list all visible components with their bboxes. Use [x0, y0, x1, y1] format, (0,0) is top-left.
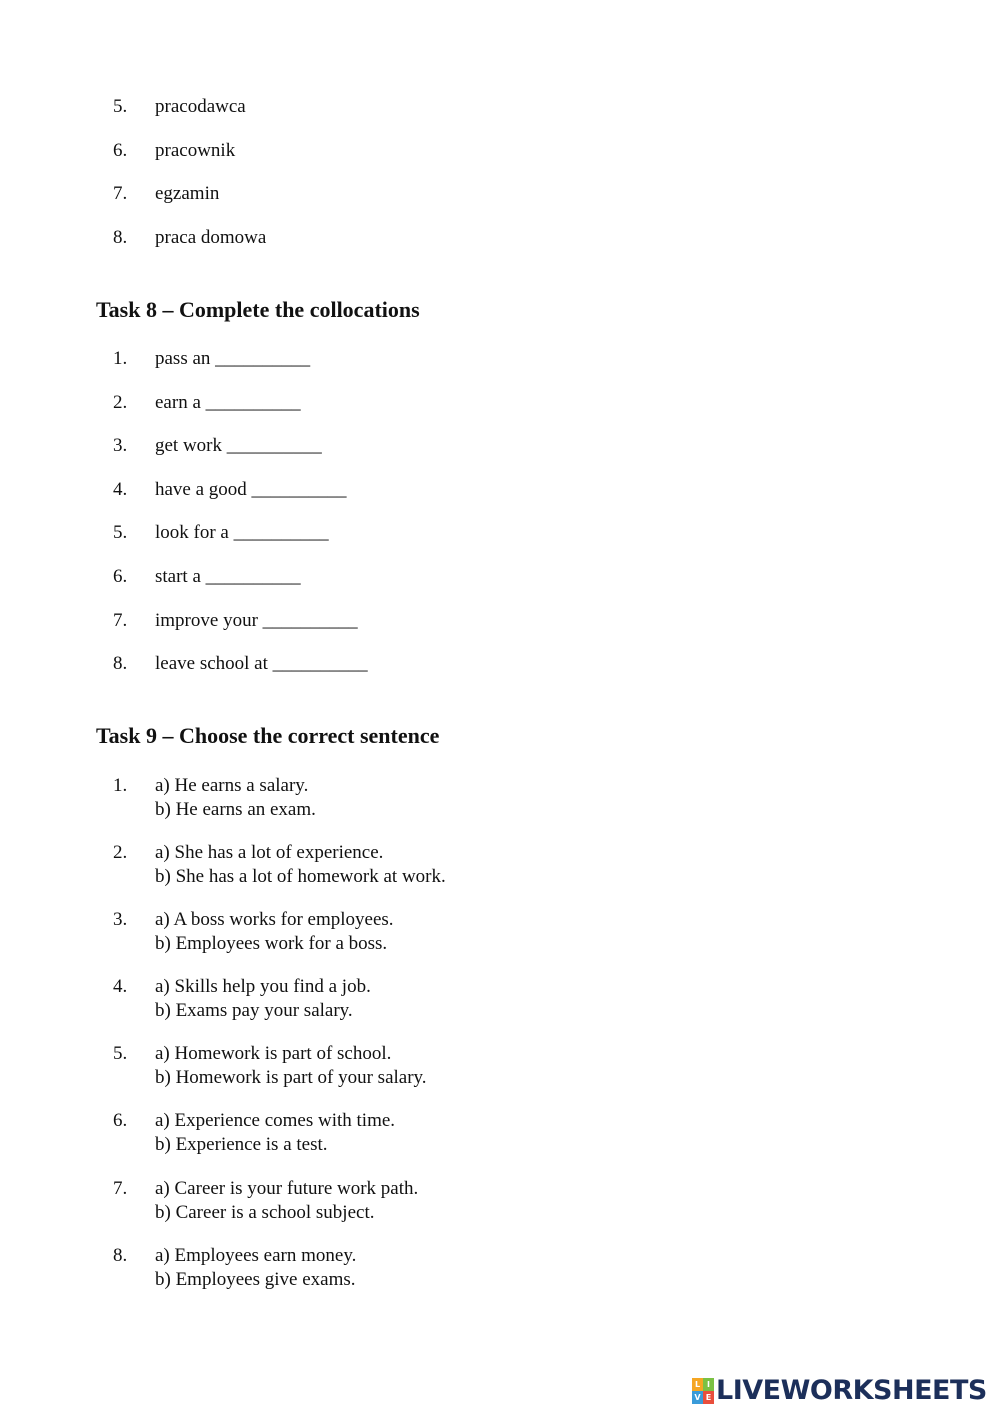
item-number: 7. [113, 1178, 128, 1199]
collocation-text: pass an __________ [155, 348, 311, 369]
option-a: a) Career is your future work path. [155, 1178, 419, 1199]
collocation-text: have a good __________ [155, 479, 347, 500]
collocation-text: get work __________ [155, 435, 322, 456]
item-number: 6. [113, 140, 128, 161]
option-b: b) Employees work for a boss. [155, 933, 388, 954]
logo-mark-letter: V [692, 1391, 703, 1404]
item-number: 7. [113, 610, 128, 631]
item-number: 5. [113, 96, 128, 117]
item-number: 1. [113, 775, 128, 796]
option-b: b) Employees give exams. [155, 1269, 356, 1290]
option-a: a) Experience comes with time. [155, 1110, 396, 1131]
item-number: 8. [113, 1245, 128, 1266]
item-number: 4. [113, 479, 128, 500]
collocation-text: leave school at __________ [155, 653, 368, 674]
logo-mark-letter: L [692, 1378, 703, 1391]
item-number: 3. [113, 435, 128, 456]
option-b: b) She has a lot of homework at work. [155, 866, 446, 887]
item-text: praca domowa [155, 227, 267, 248]
item-number: 3. [113, 909, 128, 930]
task9-heading: Task 9 – Choose the correct sentence [96, 723, 440, 748]
item-text: pracownik [155, 140, 236, 161]
liveworksheets-logo-text: LIVEWORKSHEETS [716, 1375, 987, 1406]
item-text: egzamin [155, 183, 220, 204]
option-a: a) He earns a salary. [155, 775, 309, 796]
option-b: b) Experience is a test. [155, 1134, 328, 1155]
item-number: 5. [113, 1043, 128, 1064]
item-number: 8. [113, 227, 128, 248]
logo-mark-letter: E [703, 1391, 714, 1404]
option-a: a) Skills help you find a job. [155, 976, 371, 997]
liveworksheets-logo-icon [692, 1378, 714, 1404]
item-number: 5. [113, 522, 128, 543]
option-b: b) Exams pay your salary. [155, 1000, 353, 1021]
option-a: a) Employees earn money. [155, 1245, 357, 1266]
logo-mark-letter: I [703, 1378, 714, 1391]
item-number: 2. [113, 842, 128, 863]
option-a: a) She has a lot of experience. [155, 842, 384, 863]
collocation-text: improve your __________ [155, 610, 358, 631]
item-number: 1. [113, 348, 128, 369]
item-number: 8. [113, 653, 128, 674]
option-a: a) Homework is part of school. [155, 1043, 392, 1064]
option-b: b) Homework is part of your salary. [155, 1067, 427, 1088]
collocation-text: start a __________ [155, 566, 301, 587]
liveworksheets-logo[interactable] [692, 1374, 987, 1408]
task8-heading: Task 8 – Complete the collocations [96, 297, 420, 322]
collocation-text: earn a __________ [155, 392, 301, 413]
option-b: b) Career is a school subject. [155, 1202, 375, 1223]
collocation-text: look for a __________ [155, 522, 329, 543]
item-number: 4. [113, 976, 128, 997]
item-number: 6. [113, 1110, 128, 1131]
option-b: b) He earns an exam. [155, 799, 316, 820]
item-number: 7. [113, 183, 128, 204]
item-number: 6. [113, 566, 128, 587]
item-number: 2. [113, 392, 128, 413]
option-a: a) A boss works for employees. [155, 909, 394, 930]
item-text: pracodawca [155, 96, 246, 117]
